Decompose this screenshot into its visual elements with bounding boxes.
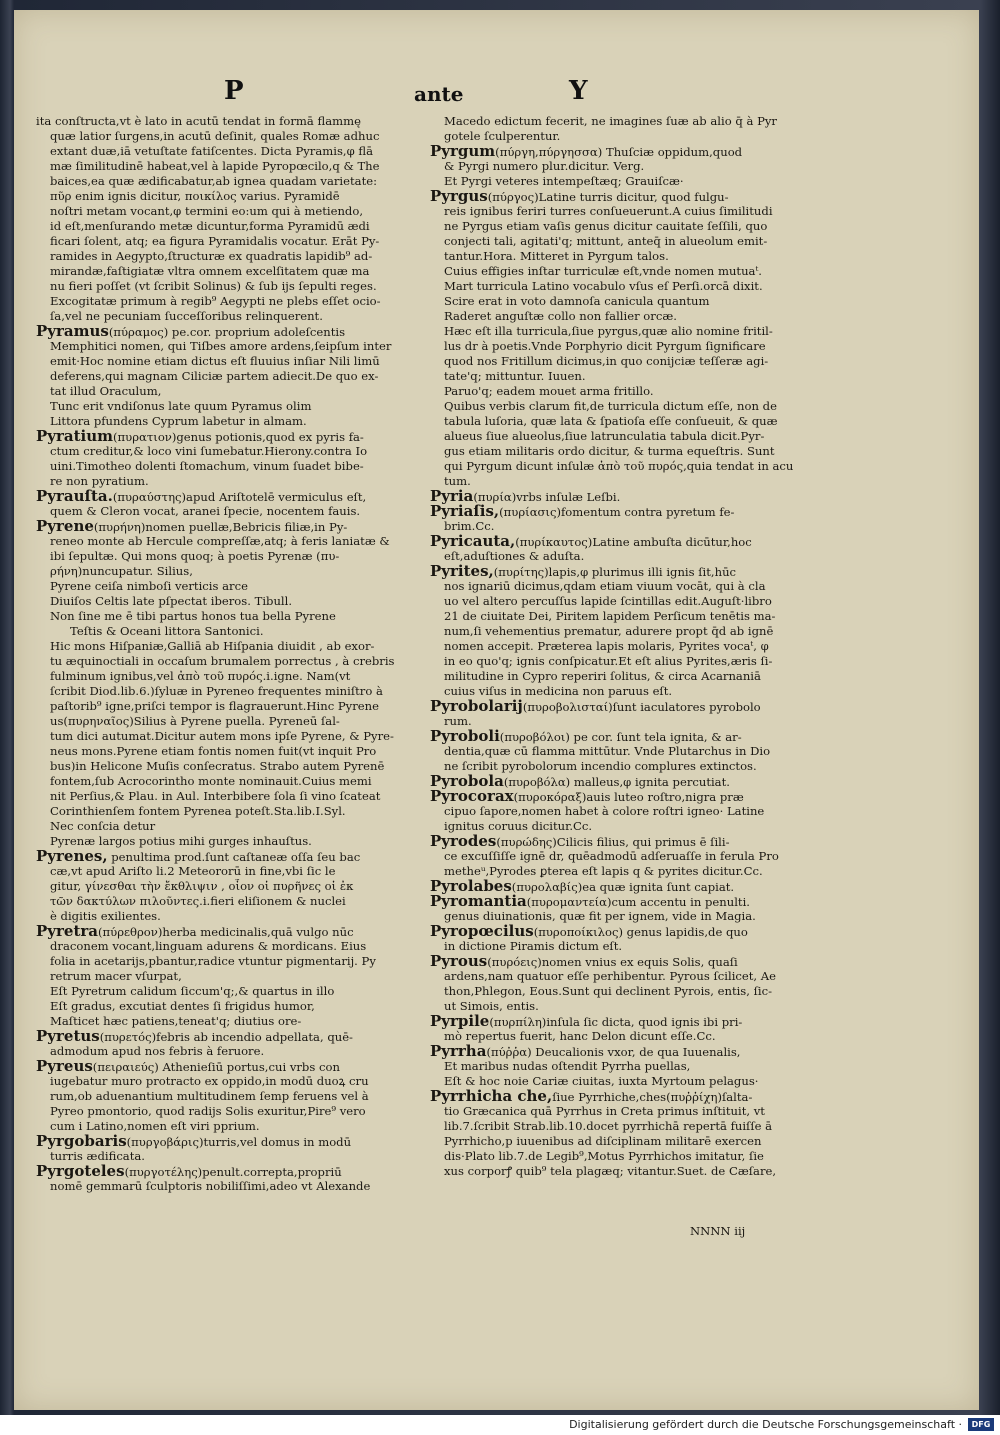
text-line [430, 789, 832, 804]
text-line [430, 1089, 832, 1104]
text-line: fontem,ſub Acrocorintho monte nominauit.Cuius memi [50, 774, 372, 788]
text-line: qui Pyrgum dicunt inſulæ ἀπὸ τοῦ πυρός,quia tendat in acu [444, 459, 794, 473]
text-line [430, 699, 832, 714]
text-line: πῦρ enim ignis dicitur, ποικίλος varius. Pyramidē [50, 189, 340, 203]
entry-headword: Pyrenes, [36, 849, 108, 864]
entry-headword: Pyriaſis, [430, 504, 500, 519]
text-line [36, 519, 434, 534]
text-line: nomē gemmarū ſculptoris nobiliſſimi,adeo vt Alexande [50, 1179, 371, 1193]
entry-text: (πυρπίλη)inſula ſic dicta, quod ignis ibi pri- [489, 1015, 743, 1029]
text-line: Paruo'q; eadem mouet arma fritillo. [444, 384, 654, 398]
text-line: gus etiam militaris ordo dicitur, & turma equeſtris. Sunt [444, 444, 775, 458]
text-line: reis ignibus feriri turres conſueuerunt.A cuius ſimilitudi [444, 204, 773, 218]
entry-text: (πυρία)vrbs inſulæ Leſbi. [473, 490, 621, 504]
text-line: Hæc eſt illa turricula,ſiue pyrgus,quæ alio nomine fritil- [444, 324, 773, 338]
text-line [36, 849, 434, 864]
text-line [36, 1059, 434, 1074]
text-line: paſtorib⁹ igne,priſci tempor is flagrauerunt.Hinc Pyrene [50, 699, 379, 713]
text-line: turris ædificata. [50, 1149, 145, 1163]
entry-text: (πυροκόραξ)auis luteo roſtro,nigra præ [513, 790, 744, 804]
entry-text: (πύρεθρον)herba medicinalis,quā vulgo nūc [98, 925, 354, 939]
text-line: nu fieri poſſet (vt ſcribit Solinus) & ſub ijs ſepulti reges. [50, 279, 377, 293]
text-line: us(πυρηναῖος)Silius à Pyrene puella. Pyreneū ſal- [50, 714, 340, 728]
entry-text: (πυρήνη)nomen puellæ,Bebricis filiæ,in Py- [93, 520, 348, 534]
entry-text: (πυραύστης)apud Ariſtotelē vermiculus eſt, [112, 490, 367, 504]
text-line: Pyrrhicho,p iuuenibus ad diſciplinam militarē exercen [444, 1134, 762, 1148]
text-line: mæ ſimilitudinē habeat,vel à lapide Pyropœcilo,q & The [50, 159, 380, 173]
text-line: ſa,vel ne pecuniam ſucceſſoribus relinquerent. [50, 309, 323, 323]
text-line: emit·Hoc nomine etiam dictus eſt fluuius inſiar Nili limū [50, 354, 380, 368]
header-center-word: ante [414, 82, 464, 106]
text-line: cum i Latino,nomen eſt viri pprium. [50, 1119, 260, 1133]
text-line: Raderet anguſtæ collo non fallier orcæ. [444, 309, 677, 323]
text-line: rum. [444, 714, 472, 728]
text-line: Scire erat in voto damnoſa canicula quantum [444, 294, 710, 308]
text-line: Excogitatæ primum à regib⁹ Aegypti ne plebs eſſet ocio- [50, 294, 381, 308]
text-line: num,ſi vehementius prematur, adurere propt q̄d ab ignē [444, 624, 774, 638]
text-line: tu æquinoctiali in occaſum brumalem porrectus , à crebris [50, 654, 395, 668]
text-line [430, 1014, 832, 1029]
entry-headword: Pyretus [36, 1029, 100, 1044]
entry-headword: Pyria [430, 489, 474, 504]
entry-headword: Pyricauta, [430, 534, 516, 549]
text-line: Littora pfundens Cyprum labetur in almam. [50, 414, 307, 428]
text-line: Eſt Pyretrum calidum ſiccum'q;,& quartus in illo [50, 984, 335, 998]
entry-headword: Pyreus [36, 1059, 93, 1074]
entry-text: (πυρετός)febris ab incendio adpellata, quē- [99, 1030, 353, 1044]
text-line [430, 894, 832, 909]
text-line: ne Pyrgus etiam vaſis genus dicitur cauitate ſeſſili, quo [444, 219, 768, 233]
text-line: Diuiſos Celtis late pſpectat iberos. Tibull. [50, 594, 293, 608]
signature-mark: NNNN iij [690, 1224, 746, 1238]
text-line: lib.7.ſcribit Strab.lib.10.docet pyrrhichā repertā fuiſſe ā [444, 1119, 773, 1133]
entry-text: (πυρίτης)lapis,φ plurimus illi ignis ſit,hūc [493, 565, 737, 579]
entry-headword: Pyramus [36, 324, 109, 339]
text-line [430, 879, 832, 894]
text-line: ne ſcribit pyrobolorum incendio complures extinctos. [444, 759, 757, 773]
text-line [36, 429, 434, 444]
entry-text: (πυρώδης)Cilicis filius, qui primus ē ſili- [496, 835, 730, 849]
text-line: tabula luſoria, quæ lata & ſpatioſa eſſe conſueuit, & quæ [444, 414, 778, 428]
text-line: ρήνη)nuncupatur. Silius, [50, 564, 193, 578]
entry-headword: Pyrauſta. [36, 489, 113, 504]
text-line: in dictione Piramis dictum eſt. [444, 939, 623, 953]
text-line [430, 924, 832, 939]
text-line: eſt,aduſtiones & aduſta. [444, 549, 585, 563]
entry-headword: Pyrgobaris [36, 1134, 127, 1149]
entry-text: (πύργος)Latine turris dicitur, quod fulgu- [487, 190, 729, 204]
text-line: draconem vocant,linguam adurens & mordicans. Eius [50, 939, 367, 953]
funding-notice: Digitalisierung gefördert durch die Deutsche Forschungsgemeinschaft · [569, 1418, 962, 1431]
text-line: Tunc erit vndiſonus late quum Pyramus olim [50, 399, 312, 413]
text-line: dentia,quæ cū flamma mittūtur. Vnde Plutarchus in Dio [444, 744, 771, 758]
text-line: retrum macer vſurpat, [50, 969, 182, 983]
text-line: cæ,vt apud Ariſto li.2 Meteororū in fine,vbi ſic le [50, 864, 336, 878]
text-line [430, 564, 832, 579]
text-line [430, 144, 832, 159]
text-line [430, 1044, 832, 1059]
entry-text: (πυροβολισταί)ſunt iaculatores pyrobolo [522, 700, 761, 714]
text-line [36, 924, 434, 939]
entry-text: (πυρίασις)fomentum contra pyretum fe- [499, 505, 735, 519]
text-line: Memphitici nomen, qui Tiſbes amore ardens,ſeipſum inter [50, 339, 392, 353]
entry-text: (πύραμος) pe.cor. proprium adoleſcentis [108, 325, 346, 339]
text-line: folia in acetarijs,pbantur,radice vtuntur pigmentarij. Py [50, 954, 376, 968]
text-line: conjecti tali, agitati'q; mittunt, anteq̄ in alueolum emit- [444, 234, 768, 248]
text-line: quæ latior ſurgens,in acutū deſinit, quales Romæ adhuc [50, 129, 380, 143]
text-line: iugebatur muro protracto ex oppido,in modū duoꝝ cru [50, 1074, 369, 1088]
text-line: ita conſtructa,vt è lato in acutū tendat in formā flammę [36, 114, 361, 128]
text-line: ibi ſepultæ. Qui mons quoq; à poetis Pyrenæ (πυ- [50, 549, 340, 563]
text-line [430, 954, 832, 969]
text-line: deferens,qui magnam Ciliciæ partem adiecit.De quo ex- [50, 369, 379, 383]
text-line: ardens,nam quatuor eſſe perhibentur. Pyrous ſcilicet, Ae [444, 969, 777, 983]
text-line [36, 1134, 434, 1149]
entry-text: (πυρόεις)nomen vnius ex equis Solis, quaſi [487, 955, 738, 969]
running-header [14, 76, 979, 116]
text-line: Et Pyrgi veteres intempeſtæq; Grauiſcæ· [444, 174, 684, 188]
text-line [430, 729, 832, 744]
footer-bar [0, 1415, 1000, 1435]
entry-headword: Pyrrhicha che, [430, 1089, 553, 1104]
entry-headword: Pyrgus [430, 189, 488, 204]
left-text-column [36, 114, 434, 1194]
text-line: è digitis exilientes. [50, 909, 161, 923]
entry-text: (πειραιεύς) Athenieſiū portus,cui vrbs con [92, 1060, 340, 1074]
text-line: & Pyrgi numero plur.dicitur. Verg. [444, 159, 645, 173]
text-line: Macedo edictum fecerit, ne imagines ſuæ ab alio q̄ à Pyr [444, 114, 777, 128]
text-line: ficari ſolent, atq; ea figura Pyramidalis vocatur. Erāt Py- [50, 234, 380, 248]
text-line: Teſtis & Oceani littora Santonici. [70, 624, 264, 638]
text-line: ignitus coruus dicitur.Cc. [444, 819, 593, 833]
text-line: gotele ſculperentur. [444, 129, 561, 143]
text-line: rum,ob aduenantium multitudinem ſemp feruens vel à [50, 1089, 369, 1103]
text-line: noſtri metam vocant,φ termini eo:um qui à metiendo, [50, 204, 364, 218]
entry-headword: Pyromantia [430, 894, 527, 909]
text-line: brim.Cc. [444, 519, 495, 533]
entry-text: (πυρολαβίς)ea quæ ignita ſunt capiat. [511, 880, 735, 894]
text-line: militudine in Cypro reperiri ſolitus, & circa Acarnaniā [444, 669, 761, 683]
text-line: tate'q; mittuntur. Iuuen. [444, 369, 586, 383]
text-line: bus)in Helicone Muſis conſecratus. Strabo autem Pyrenē [50, 759, 385, 773]
text-line: Mart turricula Latino vocabulo vſus eſ Perſi.orcā dixit. [444, 279, 763, 293]
text-line: mirandæ,faſtigiatæ vltra omnem excelſitatem quæ ma [50, 264, 370, 278]
entry-text: (πυρατιον)genus potionis,quod ex pyris fa- [113, 430, 364, 444]
entry-headword: Pyratium [36, 429, 114, 444]
text-line: quod nos Fritillum dicimus,in quo conijciæ teſſeræ agi- [444, 354, 769, 368]
text-line: Et maribus nudas oſtendit Pyrrha puellas, [444, 1059, 691, 1073]
text-line: ramides in Aegypto,ſtructuræ ex quadratis lapidib⁹ ad- [50, 249, 373, 263]
entry-text: (πυροβόλα) malleus,φ ignita percutiat. [503, 775, 730, 789]
text-line: id eſt,menſurando metæ dicuntur,forma Pyramidū ædi [50, 219, 370, 233]
header-letter-right: Y [569, 76, 588, 106]
entry-headword: Pyrpile [430, 1014, 490, 1029]
text-line [430, 534, 832, 549]
entry-text: penultima prod.ſunt caſtaneæ oſſa ſeu bac [107, 850, 361, 864]
text-line [430, 504, 832, 519]
text-line: uini.Timotheo dolenti ſtomachum, vinum ſuadet bibe- [50, 459, 364, 473]
entry-headword: Pyrobolarij [430, 699, 523, 714]
entry-headword: Pyroboli [430, 729, 500, 744]
text-line: thon,Phlegon, Eous.Sunt qui declinent Pyrois, entis, ſic- [444, 984, 773, 998]
entry-headword: Pyrites, [430, 564, 494, 579]
entry-text: (πύργη,πύργησσα) Thuſciæ oppidum,quod [495, 145, 743, 159]
text-line: tum dici autumat.Dicitur autem mons ipſe Pyrene, & Pyre- [50, 729, 394, 743]
text-line [430, 834, 832, 849]
text-line: mò repertus fuerit, hanc Delon dicunt eſſe.Cc. [444, 1029, 716, 1043]
text-line: re non pyratium. [50, 474, 149, 488]
text-line: Nec conſcia detur [50, 819, 156, 833]
text-line: Cuius effigies inſtar turriculæ eſt,vnde nomen mutuaᵗ. [444, 264, 762, 278]
entry-headword: Pyrgoteles [36, 1164, 125, 1179]
text-line: ut Simois, entis. [444, 999, 539, 1013]
entry-text: (πύῤῥα) Deucalionis vxor, de qua Iuuenalis, [486, 1045, 741, 1059]
entry-headword: Pyropœcilus [430, 924, 534, 939]
text-line: tio Græcanica quā Pyrrhus in Creta primus inſtituit, vt [444, 1104, 765, 1118]
text-line [36, 1029, 434, 1044]
text-line: fulminum ignibus,vel ἀπὸ τοῦ πυρός.i.igne. Nam(vt [50, 669, 351, 683]
text-line: 21 de ciuitate Dei, Piritem lapidem Perſicum tenētis ma- [444, 609, 776, 623]
text-line: Pyrenæ largos potius mihi gurges inhauſtus. [50, 834, 312, 848]
entry-headword: Pyrocorax [430, 789, 514, 804]
text-line: Hic mons Hiſpaniæ,Galliā ab Hiſpania diuidit , ab exor- [50, 639, 375, 653]
text-line: τῶν δακτύλων πιλοῦντες.i.fieri eliſionem & nuclei [50, 894, 346, 908]
entry-headword: Pyrgum [430, 144, 496, 159]
text-line: uo vel altero percuſſus lapide ſcintillas edit.Auguſt·libro [444, 594, 772, 608]
text-line: Quibus verbis clarum fit,de turricula dictum eſſe, non de [444, 399, 777, 413]
text-line [430, 189, 832, 204]
text-line: nit Perſius,& Plau. in Aul. Interbibere ſola ſi vino ſcateat [50, 789, 381, 803]
text-line [430, 489, 832, 504]
text-line: ce excuſſiſſe ignē dr, quēadmodū adſeruaſſe in ferula Pro [444, 849, 779, 863]
text-line: nos ignariū dicimus,qdam etiam viuum vocāt, qui à cla [444, 579, 766, 593]
text-line: reneo monte ab Hercule compreſſæ,atq; à feris laniatæ & [50, 534, 390, 548]
entry-text: (πυργοβάρις)turris,vel domus in modū [126, 1135, 352, 1149]
text-line: Pyrene ceiſa nimboſi verticis arce [50, 579, 248, 593]
text-line: metheᵘ,Pyrodes ꝑterea eſt lapis q & pyrites dicitur.Cc. [444, 864, 763, 878]
entry-headword: Pyrodes [430, 834, 497, 849]
entry-headword: Pyretra [36, 924, 98, 939]
text-line: dis·Plato lib.7.de Legib⁹,Motus Pyrrhichos imitatur, ſie [444, 1149, 764, 1163]
book-page [14, 10, 979, 1410]
text-line: tat illud Oraculum, [50, 384, 162, 398]
text-line [36, 1164, 434, 1179]
entry-headword: Pyrobola [430, 774, 504, 789]
right-text-column [430, 114, 832, 1179]
text-line: gitur, γίνεσθαι τὴν ἔκθλιψιν , οἷον οἱ πυρῆνες οἱ ἐκ [50, 879, 354, 893]
entry-text: ſiue Pyrrhiche,ches(πυῤῥίχη)ſalta- [552, 1090, 753, 1104]
text-line: xus corporꝭ quib⁹ tela plagæq; vitantur.Suet. de Cæſare, [444, 1164, 777, 1178]
text-line: Eſt gradus, excutiat dentes ſi frigidus humor, [50, 999, 315, 1013]
entry-headword: Pyrous [430, 954, 488, 969]
text-line: ctum creditur,& loco vini ſumebatur.Hierony.contra Io [50, 444, 368, 458]
dfg-logo: DFG [968, 1418, 994, 1431]
entry-headword: Pyrolabes [430, 879, 512, 894]
text-line: in eo quo'q; ignis conſpicatur.Et eſt alius Pyrites,æris ſi- [444, 654, 773, 668]
text-line: admodum apud nos febris à feruore. [50, 1044, 265, 1058]
header-letter-left: P [224, 76, 244, 106]
entry-text: (πυργοτέλης)penult.correpta,propriū [124, 1165, 342, 1179]
text-line: Corinthienſem fontem Pyrenea poteſt.Sta.lib.I.Syl. [50, 804, 346, 818]
entry-text: (πυροβόλοι) pe cor. ſunt tela ignita, & ar- [499, 730, 742, 744]
text-line [430, 774, 832, 789]
text-line: genus diuinationis, quæ fit per ignem, vide in Magia. [444, 909, 756, 923]
text-line: cuius viſus in medicina non paruus eſt. [444, 684, 673, 698]
text-line: tantur.Hora. Mitteret in Pyrgum talos. [444, 249, 669, 263]
text-line: alueus ſiue alueolus,ſiue latrunculatia tabula dicit.Pyr- [444, 429, 765, 443]
text-line: lus dr à poetis.Vnde Porphyrio dicit Pyrgum ſignificare [444, 339, 766, 353]
entry-text: (πυρομαντεία)cum accentu in penulti. [526, 895, 750, 909]
entry-headword: Pyrrha [430, 1044, 487, 1059]
text-line: quem & Cleron vocat, aranei ſpecie, nocentem fauis. [50, 504, 361, 518]
entry-text: (πυροποίκιλος) genus lapidis,de quo [533, 925, 748, 939]
text-line: tum. [444, 474, 471, 488]
text-line: nomen accepit. Præterea lapis molaris, Pyrites vocaᵗ, φ [444, 639, 769, 653]
text-line [36, 324, 434, 339]
text-line: cipuo ſapore,nomen habet à colore roſtri igneo· Latine [444, 804, 765, 818]
text-line: Pyreo pmontorio, quod radijs Solis exuritur,Pire⁹ vero [50, 1104, 366, 1118]
text-line: ſcribit Diod.lib.6.)ſyluæ in Pyreneo frequentes miniſtro à [50, 684, 383, 698]
text-line [36, 489, 434, 504]
entry-headword: Pyrene [36, 519, 94, 534]
text-line: Eſt & hoc noie Cariæ ciuitas, iuxta Myrtoum pelagus· [444, 1074, 759, 1088]
entry-text: (πυρίκαυτος)Latine ambuſta dicūtur,hoc [515, 535, 752, 549]
text-line: Maſticet hæc patiens,teneat'q; diutius ore- [50, 1014, 302, 1028]
text-line: Non ſine me ē tibi partus honos tua bella Pyrene [50, 609, 336, 623]
text-line: extant duæ,iā vetuſtate fatiſcentes. Dicta Pyramis,φ flā [50, 144, 374, 158]
text-line: neus mons.Pyrene etiam fontis nomen fuit(vt inquit Pro [50, 744, 377, 758]
text-line: baices,ea quæ ædificabatur,ab ignea quadam varietate: [50, 174, 377, 188]
